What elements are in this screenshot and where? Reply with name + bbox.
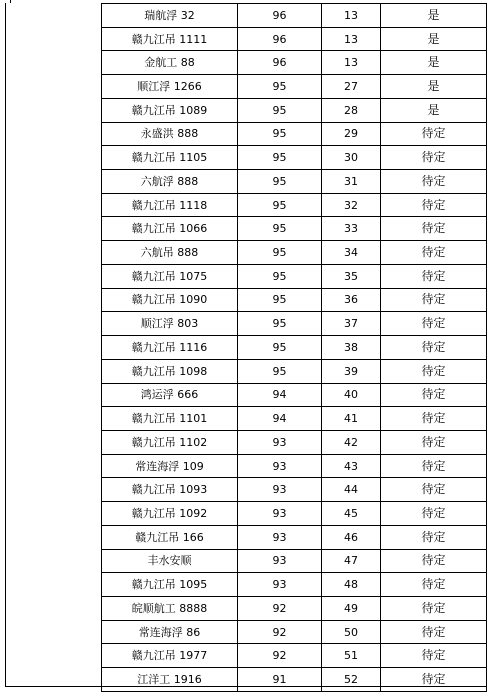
table-row [102,27,487,51]
rank-cell: 46 [322,525,381,549]
vessel-name-cell: 赣九江吊 1098 [102,359,238,383]
status-cell: 待定 [381,596,487,620]
vessel-name-cell: 赣九江吊 1093 [102,478,238,502]
vessel-name-cell: 赣九江吊 1102 [102,430,238,454]
vessel-name-cell: 赣九江吊 1105 [102,146,238,170]
merged-left-column [6,3,101,686]
score-cell: 96 [238,27,322,51]
vessel-name-cell: 赣九江吊 1092 [102,502,238,526]
status-cell: 待定 [381,146,487,170]
score-cell: 93 [238,525,322,549]
table-row [102,288,487,312]
rank-cell: 51 [322,644,381,668]
vessel-name-cell: 赣九江吊 1111 [102,27,238,51]
table-row [102,430,487,454]
table-row [102,146,487,170]
rank-cell: 39 [322,359,381,383]
rank-cell: 49 [322,596,381,620]
table-row [102,454,487,478]
table-row [102,241,487,265]
rank-cell: 27 [322,75,381,99]
table-row [102,51,487,75]
status-cell: 待定 [381,264,487,288]
rank-cell: 37 [322,312,381,336]
rank-cell: 41 [322,407,381,431]
score-cell: 96 [238,51,322,75]
table-row [102,573,487,597]
score-cell: 95 [238,146,322,170]
status-cell: 是 [381,98,487,122]
status-cell: 是 [381,51,487,75]
vessel-name-cell: 赣九江吊 166 [102,525,238,549]
table-row [102,478,487,502]
status-cell: 待定 [381,478,487,502]
rank-cell: 31 [322,170,381,194]
score-cell: 92 [238,644,322,668]
status-cell: 待定 [381,454,487,478]
status-cell: 待定 [381,193,487,217]
rank-cell: 40 [322,383,381,407]
rank-cell: 42 [322,430,381,454]
score-cell: 95 [238,312,322,336]
status-cell: 是 [381,27,487,51]
score-cell: 94 [238,383,322,407]
score-cell: 95 [238,241,322,265]
table-row [102,644,487,668]
status-cell: 待定 [381,217,487,241]
score-cell: 93 [238,478,322,502]
status-cell: 待定 [381,383,487,407]
status-cell: 是 [381,4,487,28]
rank-cell: 36 [322,288,381,312]
vessel-name-cell: 赣九江吊 1118 [102,193,238,217]
rank-cell: 38 [322,336,381,360]
table-row [102,264,487,288]
vessel-name-cell: 金航工 88 [102,51,238,75]
table-row [102,502,487,526]
table-row [102,549,487,573]
score-cell: 92 [238,620,322,644]
score-cell: 93 [238,573,322,597]
status-cell: 待定 [381,170,487,194]
rank-cell: 47 [322,549,381,573]
status-cell: 待定 [381,525,487,549]
status-cell: 待定 [381,549,487,573]
vessel-name-cell: 顺江浮 803 [102,312,238,336]
table-row [102,620,487,644]
table-row [102,668,487,692]
status-cell: 是 [381,75,487,99]
score-cell: 91 [238,668,322,692]
rank-cell: 50 [322,620,381,644]
score-cell: 95 [238,264,322,288]
table-row [102,4,487,28]
rank-cell: 43 [322,454,381,478]
score-cell: 95 [238,336,322,360]
status-cell: 待定 [381,430,487,454]
score-cell: 95 [238,359,322,383]
vessel-name-cell: 六航浮 888 [102,170,238,194]
table-row [102,170,487,194]
vessel-name-cell: 六航吊 888 [102,241,238,265]
rank-cell: 13 [322,27,381,51]
rank-cell: 52 [322,668,381,692]
score-cell: 93 [238,549,322,573]
score-cell: 92 [238,596,322,620]
rank-cell: 29 [322,122,381,146]
vessel-name-cell: 赣九江吊 1101 [102,407,238,431]
rank-cell: 35 [322,264,381,288]
table-body [102,4,487,692]
score-cell: 95 [238,170,322,194]
vessel-ranking-table [101,3,487,692]
score-cell: 94 [238,407,322,431]
status-cell: 待定 [381,312,487,336]
vessel-name-cell: 顺江浮 1266 [102,75,238,99]
score-cell: 93 [238,502,322,526]
status-cell: 待定 [381,122,487,146]
rank-cell: 44 [322,478,381,502]
table-row [102,312,487,336]
table-row [102,359,487,383]
score-cell: 93 [238,430,322,454]
score-cell: 95 [238,75,322,99]
status-cell: 待定 [381,241,487,265]
score-cell: 93 [238,454,322,478]
table-row [102,122,487,146]
table-row [102,217,487,241]
status-cell: 待定 [381,573,487,597]
vessel-name-cell: 常连海浮 109 [102,454,238,478]
vessel-name-cell: 江洋工 1916 [102,668,238,692]
score-cell: 95 [238,98,322,122]
rank-cell: 45 [322,502,381,526]
vessel-name-cell: 赣九江吊 1116 [102,336,238,360]
rank-cell: 34 [322,241,381,265]
table-row [102,336,487,360]
score-cell: 95 [238,217,322,241]
status-cell: 待定 [381,407,487,431]
score-cell: 95 [238,288,322,312]
table-row [102,407,487,431]
vessel-name-cell: 丰水安顺 [102,549,238,573]
score-cell: 96 [238,4,322,28]
score-cell: 95 [238,122,322,146]
table-row [102,596,487,620]
vessel-name-cell: 赣九江吊 1089 [102,98,238,122]
score-cell: 95 [238,193,322,217]
vessel-name-cell: 赣九江吊 1066 [102,217,238,241]
status-cell: 待定 [381,502,487,526]
table-row [102,525,487,549]
rank-cell: 48 [322,573,381,597]
vessel-name-cell: 赣九江吊 1977 [102,644,238,668]
rank-cell: 32 [322,193,381,217]
status-cell: 待定 [381,359,487,383]
table-row [102,98,487,122]
status-cell: 待定 [381,620,487,644]
rank-cell: 28 [322,98,381,122]
rank-cell: 30 [322,146,381,170]
rank-cell: 13 [322,4,381,28]
vessel-name-cell: 赣九江吊 1090 [102,288,238,312]
vessel-name-cell: 赣九江吊 1095 [102,573,238,597]
table-row [102,75,487,99]
vessel-name-cell: 常连海浮 86 [102,620,238,644]
table-row [102,383,487,407]
rank-cell: 13 [322,51,381,75]
vessel-name-cell: 赣九江吊 1075 [102,264,238,288]
vessel-name-cell: 瑞航浮 32 [102,4,238,28]
vessel-name-cell: 永盛洪 888 [102,122,238,146]
table-row [102,193,487,217]
rank-cell: 33 [322,217,381,241]
status-cell: 待定 [381,668,487,692]
status-cell: 待定 [381,288,487,312]
vessel-name-cell: 鸿运浮 666 [102,383,238,407]
status-cell: 待定 [381,336,487,360]
status-cell: 待定 [381,644,487,668]
vessel-name-cell: 皖顺航工 8888 [102,596,238,620]
